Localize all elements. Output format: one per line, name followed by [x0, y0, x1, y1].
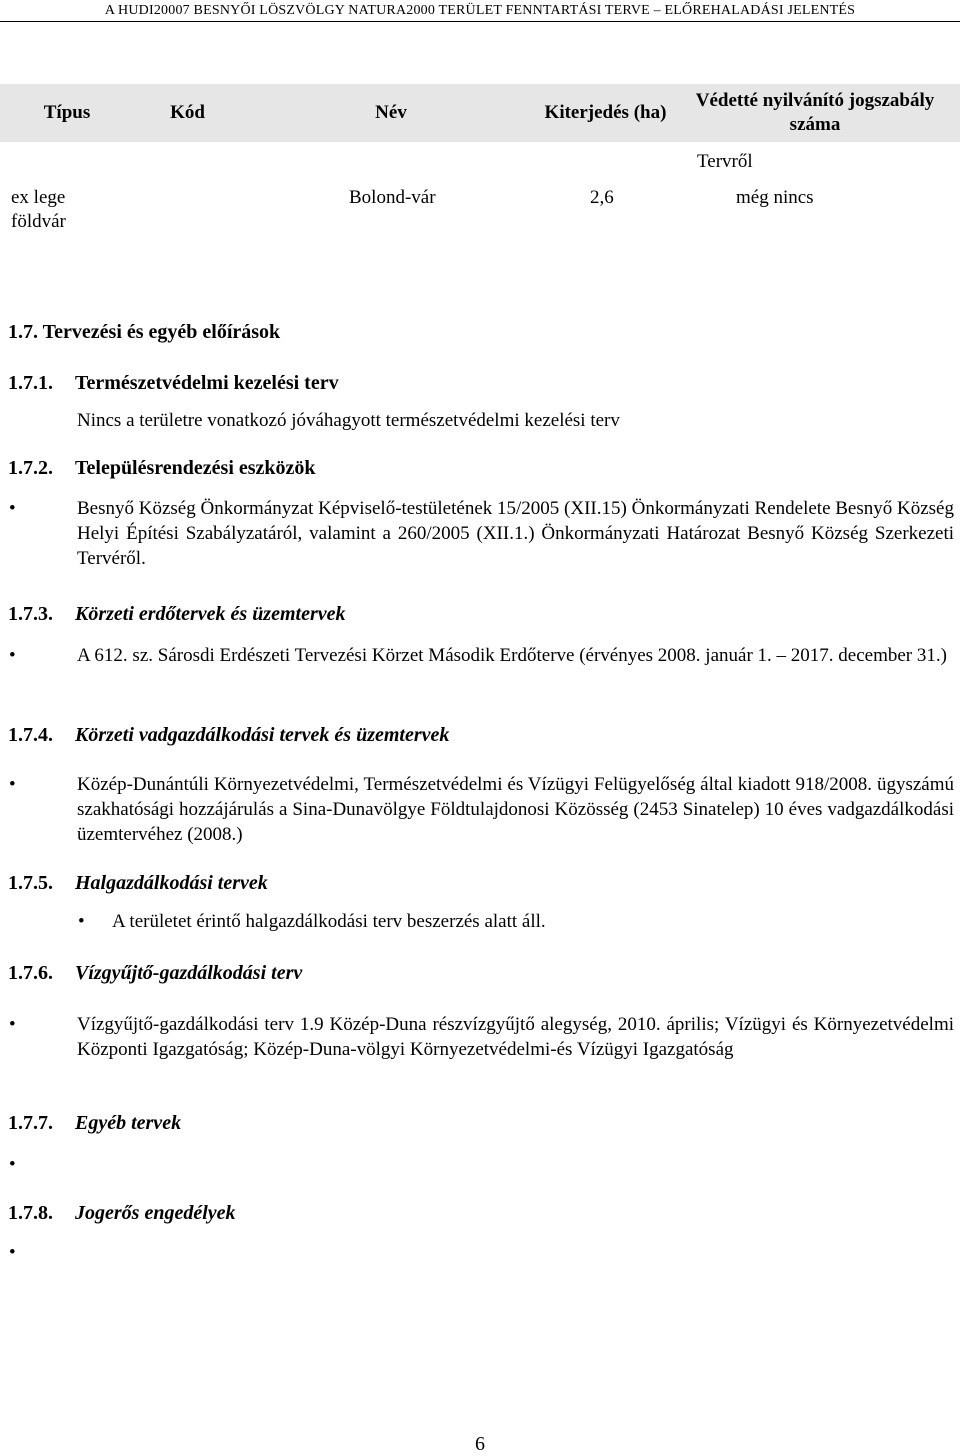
table-cell-tipus-2: földvár [11, 211, 66, 232]
section-heading-1-7-1 [8, 370, 339, 396]
header-rule [0, 21, 960, 22]
section-heading-1-7-5 [8, 870, 268, 896]
column-header: Kód [134, 84, 241, 142]
section-title: Körzeti erdőtervek és üzemtervek [75, 603, 346, 625]
column-header: Kiterjedés (ha) [541, 84, 670, 142]
section-heading-1-7-8 [8, 1200, 236, 1226]
bullet-icon: • [9, 498, 16, 519]
section-number: 1.7.3. [8, 603, 53, 625]
section-number: 1.7.8. [8, 1202, 53, 1224]
running-header: A HUDI20007 BESNYŐI LÖSZVÖLGY NATURA2000 TERÜLET FENNTARTÁSI TERVE – ELŐREHALADÁSI JELENTÉS [104, 3, 856, 18]
section-number: 1.7.5. [8, 872, 53, 894]
table-cell-kiterjedes: 2,6 [590, 187, 614, 208]
section-number: 1.7.6. [8, 962, 53, 984]
section-title: Körzeti vadgazdálkodási tervek és üzemtervek [75, 724, 450, 746]
protected-areas-table [0, 84, 960, 142]
section-heading-1-7-3 [8, 601, 346, 627]
section-title: Tervezési és egyéb előírások [42, 321, 281, 343]
bullet-text-1-7-5: A területet érintő halgazdálkodási terv beszerzés alatt áll. [112, 911, 546, 932]
section-title: Jogerős engedélyek [75, 1202, 236, 1224]
section-title: Egyéb tervek [75, 1112, 182, 1134]
section-heading-1-7 [8, 319, 280, 345]
section-title: Településrendezési eszközök [75, 457, 316, 479]
table-cell-nev: Bolond-vár [349, 187, 436, 208]
bullet-icon: • [9, 774, 16, 795]
bullet-icon: • [9, 1014, 16, 1035]
section-title: Halgazdálkodási tervek [75, 872, 268, 894]
column-header: Név [241, 84, 541, 142]
section-heading-1-7-6 [8, 960, 302, 986]
table-cell-tipus-1: ex lege [11, 187, 66, 208]
table-header-row [0, 84, 960, 142]
bullet-text-1-7-4: Közép-Dunántúli Környezetvédelmi, Természetvédelmi és Vízügyi Felügyelőség által kiadott 918/2008. ügyszámú szakhatósági hozzájárulás a Sina-Dunavölgye Földtulajdonosi Közösség (2453 Sinatelep) 10 éves vadgazdálkodási üzemtervéhez (2008.) [77, 774, 954, 845]
section-heading-1-7-7 [8, 1110, 181, 1136]
column-header: Típus [0, 84, 134, 142]
table-cell-jogszabaly-2: még nincs [736, 187, 814, 208]
bullet-icon: • [9, 645, 16, 666]
section-number: 1.7. [8, 321, 38, 343]
section-number: 1.7.1. [8, 372, 53, 394]
paragraph-1-7-1: Nincs a területre vonatkozó jóváhagyott természetvédelmi kezelési terv [77, 410, 620, 431]
bullet-text-1-7-2: Besnyő Község Önkormányzat Képviselő-testületének 15/2005 (XII.15) Önkormányzati Rendelete Besnyő Község Helyi Építési Szabályzatáról, valamint a 260/2005 (XII.1.) Önkormányzati Határozat Besnyő Község Szerkezeti Tervéről. [77, 498, 954, 569]
table-cell-jogszabaly-1: Tervről [697, 151, 753, 172]
section-title: Természetvédelmi kezelési terv [75, 372, 339, 394]
bullet-icon: • [78, 911, 85, 932]
bullet-text-1-7-3: A 612. sz. Sárosdi Erdészeti Tervezési Körzet Második Erdőterve (érvényes 2008. január 1. – 2017. december 31.) [77, 645, 947, 666]
bullet-icon: • [9, 1154, 16, 1175]
section-heading-1-7-4 [8, 722, 449, 748]
page-number: 6 [475, 1433, 485, 1455]
section-number: 1.7.2. [8, 457, 53, 479]
column-header: Védetté nyilvánító jogszabály száma [670, 84, 960, 142]
bullet-text-1-7-6: Vízgyűjtő-gazdálkodási terv 1.9 Közép-Duna részvízgyűjtő alegység, 2010. április; Vízügyi és Környezetvédelmi Központi Igazgatóság; Közép-Duna-völgyi Környezetvédelmi-és Vízügyi Igazgatóság [77, 1014, 954, 1060]
section-number: 1.7.4. [8, 724, 53, 746]
section-heading-1-7-2 [8, 455, 316, 481]
bullet-icon: • [9, 1242, 16, 1263]
section-title: Vízgyűjtő-gazdálkodási terv [75, 962, 303, 984]
section-number: 1.7.7. [8, 1112, 53, 1134]
